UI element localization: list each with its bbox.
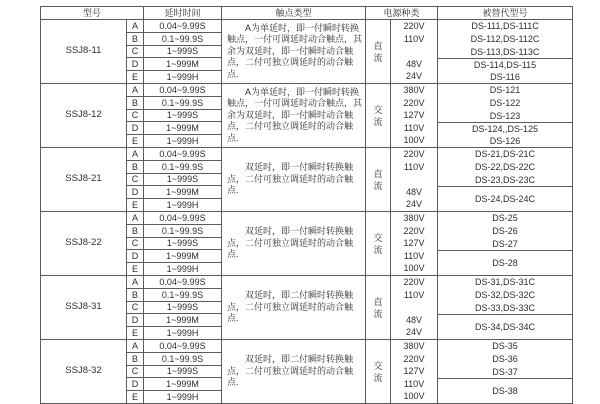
contact-type-cell (222, 20, 366, 84)
variant-letter-cell: C (127, 365, 144, 378)
delay-time-cell: 0.1~99.9S (144, 224, 222, 237)
contact-type-text: A为单延时，即一付瞬时转换触点，一付可调延时动合触点，其余为双延时，即一付瞬时动合触点，二付可独立调延时的动合触点. (227, 86, 363, 143)
contact-type-cell (222, 340, 366, 404)
voltage-value: 24V (406, 71, 423, 82)
delay-time-cell: 1~999S (144, 237, 222, 250)
voltage-cell (391, 276, 438, 340)
replaced-model-value: DS-126 (489, 135, 521, 146)
contact-type-text: 双延时，即二付瞬时转换触点，二付可独立调延时的动合触点. (227, 290, 354, 324)
replaced-model-value: DS-38 (492, 385, 518, 396)
variant-letter-cell: A (127, 340, 144, 353)
contact-type-cell (222, 148, 366, 212)
col-header-delay-time: 延时时间 (144, 7, 222, 20)
voltage-value: 48V (406, 58, 423, 69)
model-cell: SSJ8-22 (41, 212, 127, 276)
replaced-model-value: DS-113,DS-113C (470, 46, 540, 57)
replaced-model-cell (438, 84, 573, 148)
voltage-value: 220V (403, 149, 425, 160)
voltage-value: 100V (403, 135, 425, 146)
voltage-value: 127V (403, 366, 425, 377)
voltage-value (391, 301, 437, 314)
voltage-value: 127V (403, 110, 425, 121)
delay-time-cell: 1~999M (144, 314, 222, 327)
delay-time-cell: 0.04~9.99S (144, 340, 222, 353)
variant-letter-cell: E (127, 71, 144, 84)
variant-letter-cell: A (127, 276, 144, 289)
delay-time-cell: 1~999M (144, 378, 222, 391)
contact-type-text: 双延时，即二付瞬时转换触点，二付可独立调延时的动合触点. (227, 354, 354, 388)
spec-table-body (41, 20, 573, 404)
replaced-model-value: DS-24,DS-24C (475, 193, 536, 204)
variant-letter-cell: A (127, 20, 144, 33)
delay-time-cell: 1~999M (144, 186, 222, 199)
voltage-cell (391, 148, 438, 212)
delay-time-cell: 1~999H (144, 391, 222, 404)
table-row (41, 84, 573, 97)
delay-time-cell: 0.1~99.9S (144, 288, 222, 301)
voltage-value: 380V (403, 341, 425, 352)
table-row (41, 212, 573, 225)
table-row (41, 340, 573, 353)
delay-time-cell: 0.1~99.9S (144, 32, 222, 45)
variant-letter-cell: E (127, 199, 144, 212)
delay-time-cell: 0.1~99.9S (144, 96, 222, 109)
replaced-model-value: DS-121 (489, 85, 521, 96)
voltage-value: 220V (403, 21, 425, 32)
delay-time-cell: 1~999S (144, 109, 222, 122)
replaced-model-cell (438, 340, 573, 404)
replaced-model-value: DS-123 (489, 110, 521, 121)
header-row (41, 7, 573, 20)
replaced-model-value: DS-111,DS-111C (471, 21, 539, 32)
variant-letter-cell: D (127, 122, 144, 135)
variant-letter-cell: C (127, 109, 144, 122)
delay-time-cell: 0.1~99.9S (144, 160, 222, 173)
delay-time-cell: 1~999S (144, 173, 222, 186)
variant-letter-cell: E (127, 391, 144, 404)
voltage-value: 110V (403, 289, 425, 300)
delay-time-cell: 0.1~99.9S (144, 352, 222, 365)
variant-letter-cell: B (127, 288, 144, 301)
replaced-model-value: DS-114,DS-115 (473, 59, 537, 70)
power-kind-cell: 直 流 (366, 148, 391, 212)
power-kind-cell: 交 流 (366, 340, 391, 404)
contact-type-text: A为单延时，即一付瞬时转换触点，一付可调延时动合触点，其余为双延时，即一付瞬时动合触点，二付可独立调延时的动合触点. (227, 22, 363, 79)
variant-letter-cell: D (127, 58, 144, 71)
replaced-model-value: DS-27 (492, 238, 518, 249)
replaced-model-value: DS-33,DS-33C (475, 302, 536, 313)
model-cell: SSJ8-12 (41, 84, 127, 148)
delay-time-cell: 1~999H (144, 71, 222, 84)
delay-time-cell: 1~999H (144, 263, 222, 276)
replaced-model-value: DS-124,,DS-125 (472, 123, 539, 134)
voltage-value: 24V (406, 327, 423, 338)
variant-letter-cell: B (127, 352, 144, 365)
replaced-model-value: DS-32,DS-32C (475, 289, 536, 300)
variant-letter-cell: C (127, 45, 144, 58)
variant-letter-cell: A (127, 212, 144, 225)
voltage-value: 220V (403, 353, 425, 364)
replaced-model-value: DS-23,DS-23C (475, 174, 536, 185)
voltage-value: 110V (403, 122, 425, 133)
contact-type-cell (222, 212, 366, 276)
variant-letter-cell: E (127, 263, 144, 276)
replaced-model-value: DS-22,DS-22C (475, 161, 536, 172)
replaced-model-value: DS-35 (492, 341, 518, 352)
voltage-value: 220V (403, 277, 425, 288)
voltage-value (391, 173, 437, 186)
variant-letter-cell: D (127, 378, 144, 391)
col-header-contact-type: 触点类型 (222, 7, 366, 20)
voltage-value: 110V (403, 161, 425, 172)
replaced-model-value: DS-28 (492, 257, 518, 268)
delay-time-cell: 1~999M (144, 58, 222, 71)
delay-time-cell: 1~999M (144, 122, 222, 135)
replaced-model-cell (438, 212, 573, 276)
variant-letter-cell: E (127, 327, 144, 340)
variant-letter-cell: A (127, 148, 144, 161)
replaced-model-value: DS-122 (489, 97, 521, 108)
delay-time-cell: 1~999S (144, 365, 222, 378)
voltage-value: 380V (403, 213, 425, 224)
variant-letter-cell: E (127, 135, 144, 148)
variant-letter-cell: B (127, 160, 144, 173)
replaced-model-cell (438, 20, 573, 84)
col-header-replaced-model: 被替代型号 (438, 7, 573, 20)
voltage-value: 110V (403, 250, 425, 261)
delay-time-cell: 1~999S (144, 45, 222, 58)
voltage-cell (391, 340, 438, 404)
model-cell: SSJ8-32 (41, 340, 127, 404)
delay-time-cell: 0.04~9.99S (144, 276, 222, 289)
model-cell: SSJ8-11 (41, 20, 127, 84)
replaced-model-value: DS-31,DS-31C (475, 277, 536, 288)
voltage-value: 380V (403, 85, 425, 96)
col-header-power-kind: 电源种类 (366, 7, 438, 20)
table-row (41, 20, 573, 33)
variant-letter-cell: B (127, 32, 144, 45)
delay-time-cell: 1~999S (144, 301, 222, 314)
power-kind-cell: 直 流 (366, 276, 391, 340)
variant-letter-cell: D (127, 314, 144, 327)
replaced-model-value: DS-116 (490, 71, 520, 82)
replaced-model-value: DS-21,DS-21C (475, 149, 536, 160)
delay-time-cell: 1~999H (144, 199, 222, 212)
voltage-value: 100V (403, 391, 425, 402)
variant-letter-cell: C (127, 301, 144, 314)
voltage-value: 48V (406, 314, 423, 325)
replaced-model-cell (438, 148, 573, 212)
variant-letter-cell: D (127, 186, 144, 199)
contact-type-cell (222, 84, 366, 148)
delay-time-cell: 0.04~9.99S (144, 84, 222, 97)
voltage-value: 24V (406, 199, 423, 210)
power-kind-cell: 交 流 (366, 212, 391, 276)
col-header-model: 型号 (41, 7, 144, 20)
contact-type-cell (222, 276, 366, 340)
voltage-cell (391, 20, 438, 84)
voltage-value: 48V (406, 186, 423, 197)
delay-time-cell: 0.04~9.99S (144, 148, 222, 161)
replaced-model-cell (438, 276, 573, 340)
power-kind-cell: 直 流 (366, 20, 391, 84)
variant-letter-cell: D (127, 250, 144, 263)
delay-time-cell: 0.04~9.99S (144, 20, 222, 33)
voltage-value: 110V (403, 33, 425, 44)
table-row (41, 148, 573, 161)
replaced-model-value: DS-25 (492, 213, 518, 224)
model-cell: SSJ8-21 (41, 148, 127, 212)
variant-letter-cell: A (127, 84, 144, 97)
voltage-value: 110V (403, 378, 425, 389)
variant-letter-cell: B (127, 96, 144, 109)
replaced-model-value: DS-34,DS-34C (475, 321, 536, 332)
voltage-value: 220V (403, 97, 425, 108)
voltage-value: 127V (403, 238, 425, 249)
delay-time-cell: 1~999M (144, 250, 222, 263)
variant-letter-cell: B (127, 224, 144, 237)
voltage-value: 220V (403, 225, 425, 236)
replaced-model-value: DS-37 (492, 366, 518, 377)
voltage-value (391, 45, 437, 58)
voltage-cell (391, 212, 438, 276)
model-cell: SSJ8-31 (41, 276, 127, 340)
voltage-cell (391, 84, 438, 148)
contact-type-text: 双延时，即一付瞬时转换触点，二付可独立调延时的动合触点. (227, 226, 354, 260)
delay-time-cell: 1~999H (144, 135, 222, 148)
variant-letter-cell: C (127, 173, 144, 186)
variant-letter-cell: C (127, 237, 144, 250)
contact-type-text: 双延时，即一付瞬时转换触点，二付可独立调延时的动合触点. (227, 162, 354, 196)
voltage-value: 100V (403, 263, 425, 274)
table-row (41, 276, 573, 289)
spec-table (40, 6, 573, 404)
delay-time-cell: 1~999H (144, 327, 222, 340)
replaced-model-value: DS-112,DS-112C (470, 33, 540, 44)
power-kind-cell: 交 流 (366, 84, 391, 148)
replaced-model-value: DS-26 (492, 225, 518, 236)
delay-time-cell: 0.04~9.99S (144, 212, 222, 225)
replaced-model-value: DS-36 (492, 353, 518, 364)
